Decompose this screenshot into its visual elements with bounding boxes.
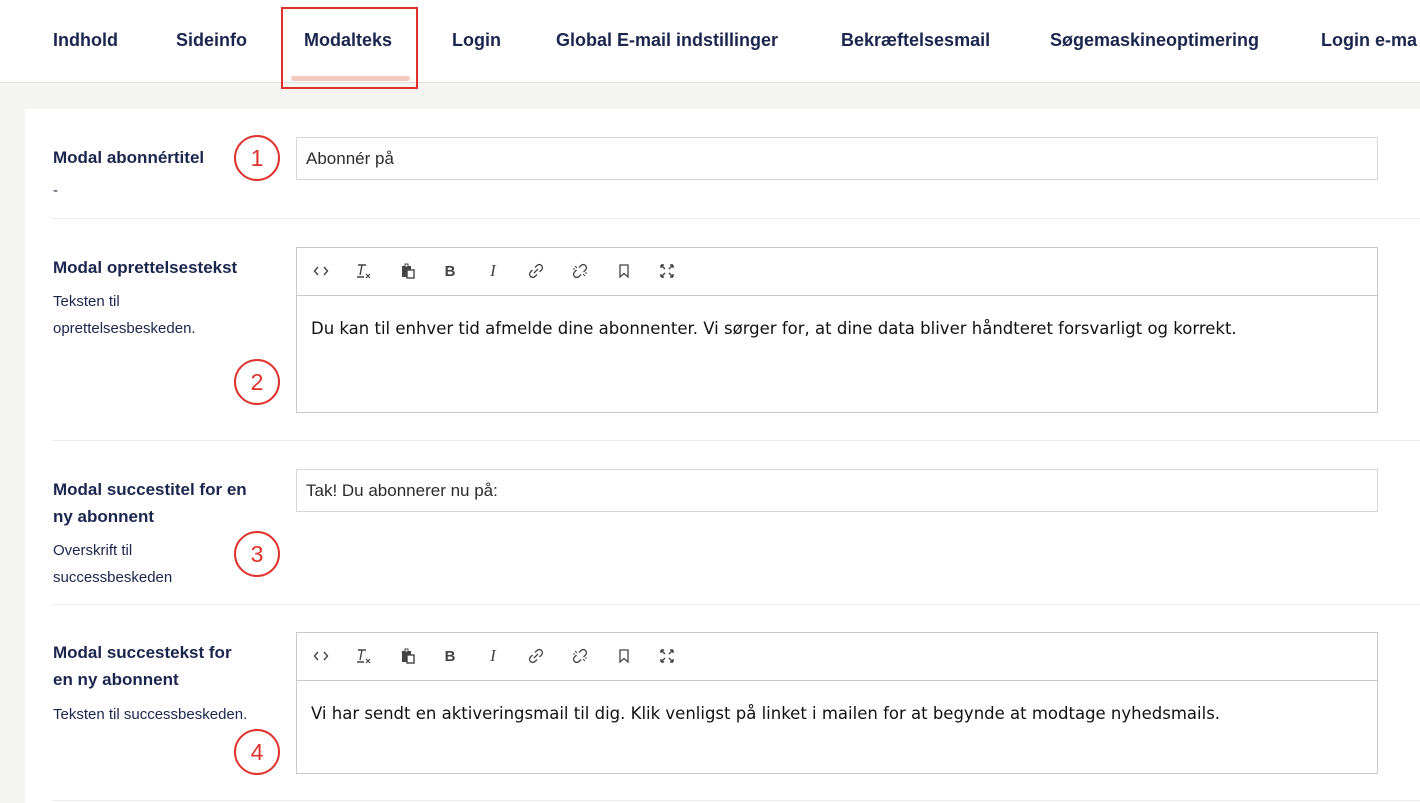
paste-icon[interactable] [398,261,418,281]
divider [52,604,1420,605]
success-text-content[interactable]: Vi har sendt en aktiveringsmail til dig. Klik venligst på linket i mailen for at begynde at modtage nyhedsmails. [311,704,1221,723]
unlink-icon[interactable] [570,261,590,281]
divider [52,440,1420,441]
editor-toolbar [297,248,1377,296]
tab-sideinfo[interactable]: Sideinfo [176,30,247,50]
annotation-badge-3: 3 [234,531,280,577]
field-desc-creation-text: Teksten til oprettelsesbeskeden. [53,293,196,337]
tab-seo[interactable]: Søgemaskineoptimering [1050,30,1260,50]
source-code-icon[interactable] [311,261,331,281]
success-text-editor[interactable] [296,632,1378,774]
field-desc-success-title: Overskrift til successbeskeden [53,542,173,586]
active-tab-highlight [281,7,418,89]
divider [52,800,1420,801]
tab-global-email-settings[interactable]: Global E-mail indstillinger [556,30,779,50]
remove-format-icon[interactable] [353,646,373,666]
subscribe-title-input[interactable]: Abonnér på [296,137,1378,180]
editor-toolbar [297,633,1377,681]
creation-text-content[interactable]: Du kan til enhver tid afmelde dine abonnenter. Vi sørger for, at dine data bliver håndteret forsvarligt og korrekt. [311,319,1237,338]
success-title-input[interactable]: Tak! Du abonnerer nu på: [296,469,1378,512]
remove-format-icon[interactable] [353,261,373,281]
tab-login[interactable]: Login [452,30,501,50]
fullscreen-icon[interactable] [657,646,677,666]
bookmark-icon[interactable] [614,646,634,666]
annotation-badge-4: 4 [234,729,280,775]
bold-icon[interactable]: B [444,647,456,665]
field-label-subscribe-title: Modal abonnértitel [53,148,205,167]
field-desc-subscribe-title: - [53,182,58,199]
link-icon[interactable] [526,646,546,666]
fullscreen-icon[interactable] [657,261,677,281]
field-label-creation-text: Modal oprettelsestekst [53,258,238,277]
tab-indhold[interactable]: Indhold [53,30,118,50]
tab-login-email[interactable]: Login e-ma [1321,30,1418,50]
field-desc-success-text: Teksten til successbeskeden. [53,706,248,723]
tab-bar [0,0,1420,83]
bold-icon[interactable]: B [444,262,456,280]
divider [52,218,1420,219]
unlink-icon[interactable] [570,646,590,666]
italic-icon[interactable]: I [490,646,496,665]
field-label-success-title: Modal succestitel for en ny abonnent [53,480,247,526]
paste-icon[interactable] [398,646,418,666]
annotation-badge-1: 1 [234,135,280,181]
creation-text-editor[interactable] [296,247,1378,413]
annotation-badge-2: 2 [234,359,280,405]
source-code-icon[interactable] [311,646,331,666]
tab-modalteks[interactable]: Modalteks [304,30,393,50]
field-label-success-text: Modal succestekst for en ny abonnent [53,643,232,689]
italic-icon[interactable]: I [490,261,496,280]
tab-confirmation-email[interactable]: Bekræftelsesmail [841,30,991,50]
link-icon[interactable] [526,261,546,281]
bookmark-icon[interactable] [614,261,634,281]
